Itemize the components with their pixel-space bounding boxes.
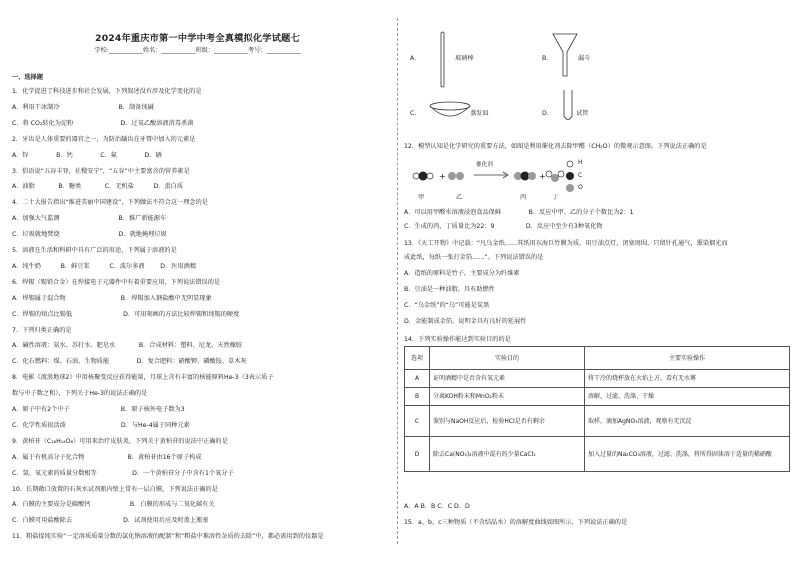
table-cell: 加入过量的Na₂CO₃溶液，过滤、洗涤，将所得固体溶于适量的稀硝酸 <box>585 437 790 472</box>
question-line: A．锌 B．钙 C．氟 D．硒 <box>12 151 162 159</box>
question-line: A．白膜的主要成分是碳酸钙 B．白膜的形成与二氧化碳有关 <box>12 501 215 509</box>
table-cell: B <box>405 388 430 406</box>
question-line: 7．下列归类正确的是 <box>12 326 72 334</box>
test-tube-name: 试管 <box>576 110 589 117</box>
table-row <box>405 437 790 472</box>
table-cell: 分离KOH粉末和MnO₂粉末 <box>430 388 585 406</box>
table-cell: D <box>405 437 430 472</box>
experiment-table <box>404 346 790 472</box>
question-line: A．造纸的原料是竹子，主要成分为纤维素 <box>404 270 520 277</box>
table-row <box>405 406 790 437</box>
column-divider <box>397 18 399 544</box>
svg-text:+: + <box>439 172 446 181</box>
question-line: C．化石燃料：煤、石油、生物质能 D．复合肥料：硝酸钾、磷酸铵、草木灰 <box>12 358 247 366</box>
question-line: 3．俗语说“五谷丰登，社稷安宁”，“五谷”中主要富含的营养素是 <box>12 167 190 175</box>
question-line: 5．溶液在生活和科研中具有广泛的用途，下列属于溶液的是 <box>12 247 177 254</box>
question-line: 9．黄柏苷（C₁₆H₁₄O₆）可用来治疗皮肤炎，下列关于黄柏苷的说法中正确的是 <box>12 437 228 445</box>
table-header-cell: 主要实验操作 <box>585 347 790 370</box>
q14-options: A．A B．B C．C D．D <box>404 503 470 510</box>
table-cell: A <box>405 370 430 388</box>
question-line: A．油脂 B．糖类 C．无机盐 D．蛋白质 <box>12 183 184 191</box>
question-line: A．焊锡属于混合物 B．焊锡加入钢盐酸中无明显现象 <box>12 294 212 302</box>
right-column <box>400 0 794 562</box>
question-line: 10．长期敞口放置的石灰水试剂瓶内壁上常有一层白膜，下列说法正确的是 <box>12 485 218 493</box>
option-d-label: D． <box>542 110 553 117</box>
table-cell: 鉴别与NaOH反应后，检验HCl是否有剩余 <box>430 406 585 437</box>
question-line: A．纯牛奶 B．鲜豆浆 C．波尔多液 D．医用酒精 <box>12 262 197 270</box>
section-heading: 一、选择题 <box>12 74 43 81</box>
evaporating-dish-name: 蒸发皿 <box>470 110 489 117</box>
exam-title: 2024年重庆市第一中学中考全真模拟化学试题七 <box>95 33 300 44</box>
question-line: C．氢、氧元素的质量分数相等 D．一个黄柏苷分子中含有1个氧分子 <box>12 469 234 477</box>
question-line: C．生成的丙、丁质量比为22：9 D．反应中至少有3种氧化物 <box>404 223 603 230</box>
legend-c: C <box>578 172 583 179</box>
question-line: C．化学性质很活泼 D．与He-4属于同种元素 <box>12 421 190 429</box>
question-line: 14．下列实验操作能达到实验目的的是 <box>404 336 511 343</box>
question-line: A．碱性溶液：氨水、苏打水、肥皂水 B．合成材料：塑料、尼龙、天然橡胶 <box>12 342 243 350</box>
question-line: B．豆油是一种油脂，具有助燃性 <box>404 286 495 293</box>
label-ding: 丁 <box>552 194 559 201</box>
question-line: A．可以用甲醛水溶液浸泡食品保鲜 B．反应中甲、乙的分子个数比为2：1 <box>404 209 634 216</box>
reaction-diagram <box>406 156 606 202</box>
question-line: 11．粗盐提纯实验“一定溶质质量分数的氯化钠溶液的配制”和“粗盐中难溶性杂质的去除”中，都必需用到的仪器是 <box>12 533 324 541</box>
table-header-cell: 实验目的 <box>430 347 585 370</box>
table-cell: 溶解、过滤、洗涤、干燥 <box>585 388 790 406</box>
table-row <box>405 388 790 406</box>
funnel-icon <box>550 30 580 80</box>
question-line: 13．《天工开物》中记载：“凡乌金纸……其纸用东海巨竹膜为质，用豆油点灯，闭塞周围，只留针孔通气，熏染烟光而 <box>404 240 728 247</box>
option-b-label: B． <box>542 55 553 62</box>
question-line: C．垃圾就地焚烧 D．就地掩埋垃圾 <box>12 231 167 239</box>
svg-text:+: + <box>539 172 546 181</box>
legend-o: O <box>578 184 583 191</box>
question-line: 数与中子数之和），下列关于He-3的说法正确的是 <box>12 390 148 398</box>
test-tube-icon <box>562 88 574 124</box>
table-row <box>405 370 790 388</box>
question-line: C．“乌金纸”的“乌”可能是炭黑 <box>404 302 490 309</box>
question-line: A．利用干冰制冷 B．制备纯碱 <box>12 103 154 111</box>
question-line: C．将 CO₂转化为淀粉 D．过氧乙酸溶液消毒杀菌 <box>12 119 194 127</box>
question-line: A．原子中有2个中子 B．原子核外电子数为3 <box>12 406 185 413</box>
table-header-row <box>405 347 790 370</box>
question-line: A．加强大气监测 B．推广新能源车 <box>12 215 167 223</box>
question-line: 8．电影《流浪地球2》中用核聚变反应获得能量，月球上含有丰富的核能原料He-3（3表示质子 <box>12 374 274 382</box>
table-cell: 除去Ca(NO₃)₂溶液中混有的少量CaCl₂ <box>430 437 585 472</box>
question-line: C．白膜可用盐酸除去 D．试剂使用后应及时盖上瓶塞 <box>12 517 209 525</box>
question-line: C．焊锡的熔点比锡低 D．可用刻画的方法比较焊锡和纯锡的硬度 <box>12 310 240 318</box>
question-line: 4．二十大报告指出“推进美丽中国建设”，下列做法不符合这一理念的是 <box>12 199 208 207</box>
question-12: 12．模型认知是化学研究的重要方法，如图是利用催化剂去除甲醛（CH₂O）的微观示意图。下列说法正确的是 <box>404 143 707 150</box>
table-header-cell: 选项 <box>405 347 430 370</box>
left-column <box>0 0 395 562</box>
question-line: 6．焊锡（锡铅合金）在焊接电子元器件中有着重要应用，下列说法错误的是 <box>12 278 221 286</box>
glass-rod-name: 玻璃棒 <box>455 55 474 62</box>
question-line: 成此纸，每纸一张打金箔……”。下列说法错误的是 <box>404 254 544 261</box>
evaporating-dish-icon <box>428 100 472 124</box>
option-c-label: C． <box>410 110 421 117</box>
label-yi: 乙 <box>456 194 463 201</box>
table-cell: 将干冷的烧杯放在火焰上方，看有无水雾 <box>585 370 790 388</box>
question-line: 2．牙齿是人体重要的器官之一，为防治龋齿在牙膏中加入的元素是 <box>12 135 196 143</box>
funnel-name: 漏斗 <box>578 55 591 62</box>
catalyst-label: 催化剂 <box>476 162 493 168</box>
question-15: 15．a、b、c三种物质（不含结晶水）的溶解度曲线如图所示。下列说法正确的是 <box>404 519 628 526</box>
legend-h: H <box>578 159 583 166</box>
label-jia: 甲 <box>418 194 425 201</box>
option-a-label: A． <box>410 55 421 62</box>
question-line: A．属于有机高分子化合物 B．黄柏苷由16个原子构成 <box>12 453 202 461</box>
table-cell: C <box>405 406 430 437</box>
question-line: 1．化学促进了科技进步和社会发展，下列叙述没有涉及化学变化的是 <box>12 88 202 95</box>
label-bing: 丙 <box>520 194 527 201</box>
question-line: D．金能制成金箔，说明金具有良好的延展性 <box>404 318 527 325</box>
glass-rod-icon <box>438 30 448 90</box>
table-cell: 证明酒精中是否含有氧元素 <box>430 370 585 388</box>
student-info: 学校:___________姓名：___________班级：___________考号：___________ <box>94 47 301 54</box>
table-cell: 取样，滴加AgNO₃溶液，观察有无沉淀 <box>585 406 790 437</box>
